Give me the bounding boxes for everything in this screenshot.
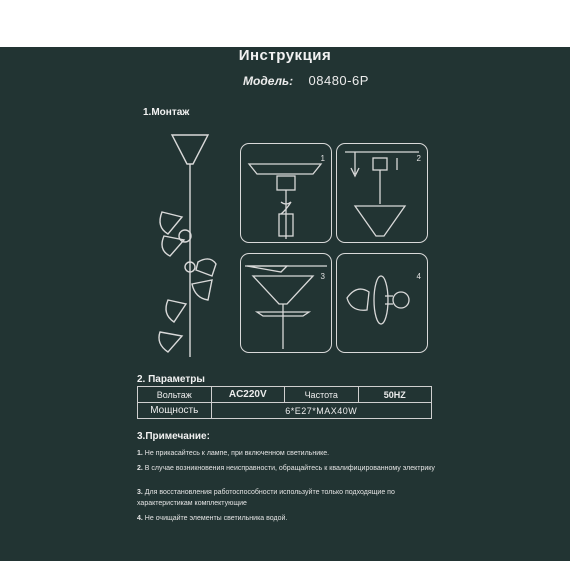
note-number: 1. (137, 450, 143, 457)
note-number: 3. (137, 489, 143, 496)
parameters-table (137, 386, 432, 419)
step-number: 2 (416, 154, 421, 163)
note-text: Не прикасайтесь к лампе, при включенном светильнике. (144, 450, 330, 457)
step-number: 4 (416, 272, 421, 281)
voltage-label: Вольтаж (138, 387, 212, 403)
model-line (243, 73, 369, 88)
section-mount-heading: 1.Монтаж (143, 107, 190, 118)
note-item (137, 487, 437, 509)
mount-step-2-panel (336, 143, 428, 243)
model-value: 08480-6P (308, 73, 369, 88)
ceiling-plate-icon (241, 144, 331, 242)
note-item (137, 448, 437, 459)
canopy-install-icon (337, 144, 427, 242)
section-notes-heading: 3.Примечание: (137, 431, 210, 442)
power-label: Мощность (138, 403, 212, 419)
instruction-sheet (0, 47, 570, 561)
mount-step-1-panel (240, 143, 332, 243)
note-text: Не очищайте элементы светильника водой. (144, 515, 288, 522)
step-number: 3 (320, 272, 325, 281)
step-number: 1 (320, 154, 325, 163)
note-number: 4. (137, 515, 143, 522)
frequency-value: 50HZ (358, 387, 432, 403)
lamp-illustration (150, 132, 230, 362)
frequency-label: Частота (285, 387, 359, 403)
note-item (137, 513, 437, 524)
table-row (138, 403, 432, 419)
model-label: Модель: (243, 74, 294, 88)
note-number: 2. (137, 465, 143, 472)
mount-step-3-panel (240, 253, 332, 353)
canopy-fixed-icon (241, 254, 331, 352)
mount-step-4-panel (336, 253, 428, 353)
page-title: Инструкция (238, 47, 332, 64)
shade-bulb-icon (337, 254, 427, 352)
note-text: В случае возникновения неисправности, обращайтесь к квалифицированному электрику (144, 465, 435, 472)
section-params-heading: 2. Параметры (137, 374, 205, 385)
note-text: Для восстановления работоспособности используйте только подходящие по характеристикам комплектующие (137, 489, 395, 507)
table-row (138, 387, 432, 403)
power-value: 6*E27*MAX40W (211, 403, 432, 419)
note-item (137, 463, 437, 474)
voltage-value: AC220V (211, 387, 285, 403)
